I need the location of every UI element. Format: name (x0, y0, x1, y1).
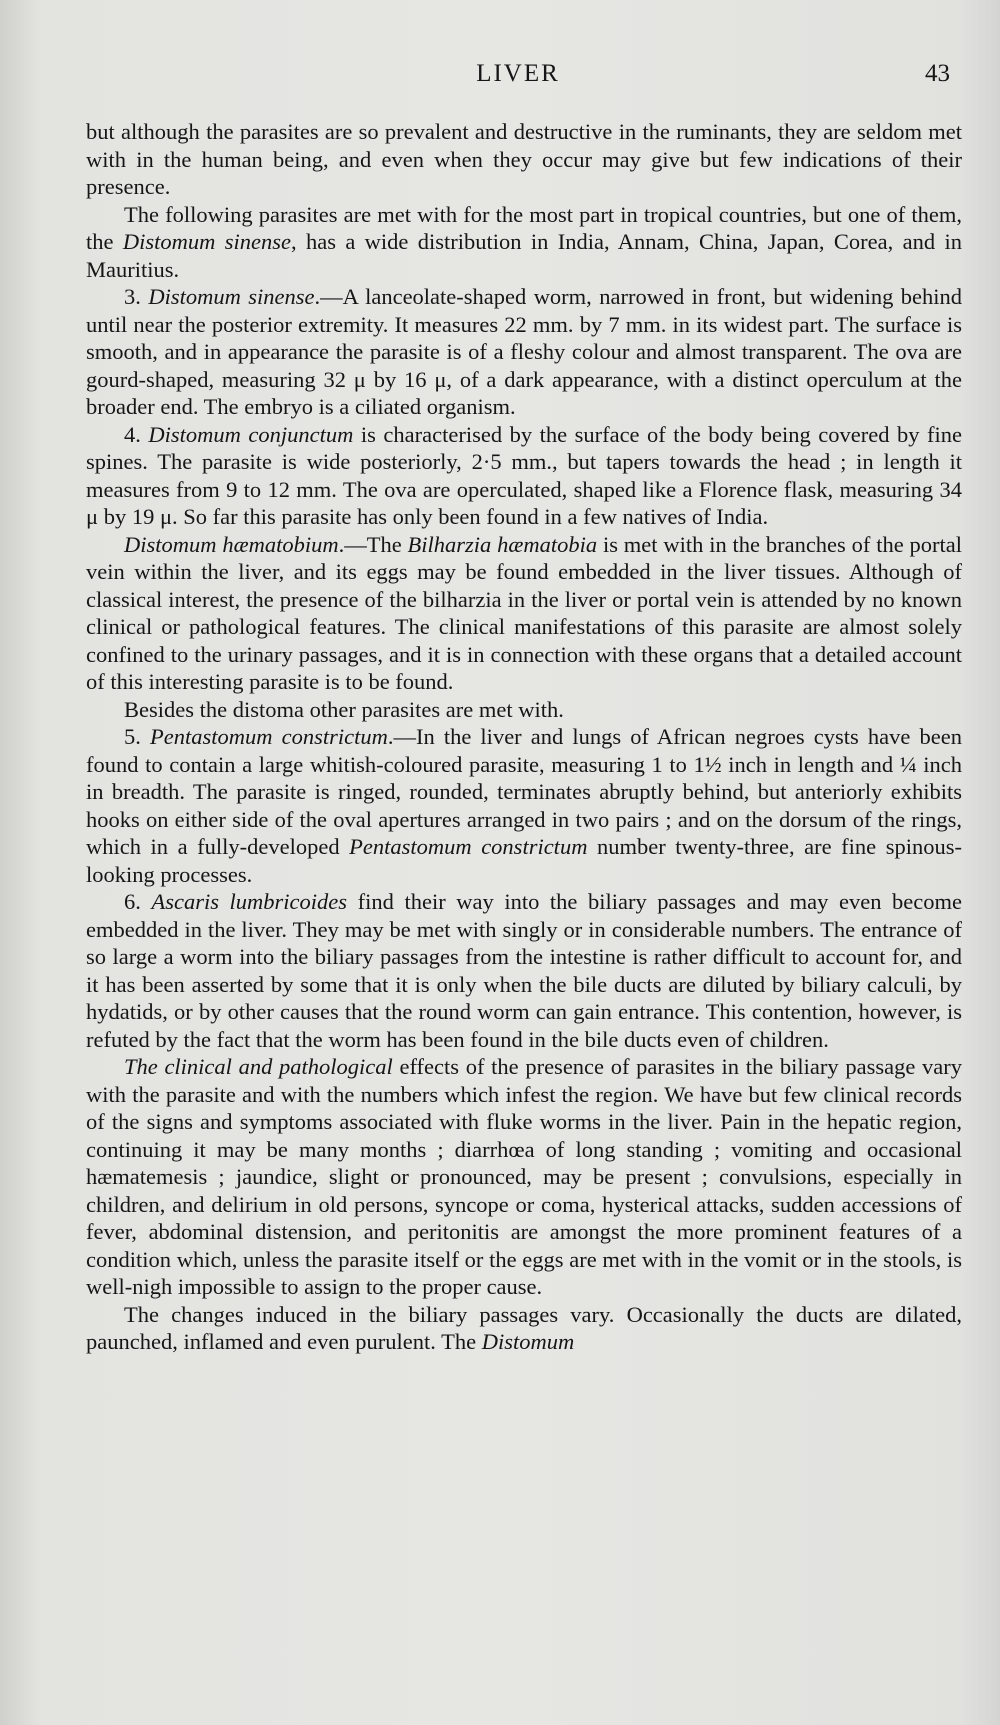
body-text (86, 118, 962, 1356)
text-run: find their way into the biliary passages and may even become embedded in the liver. They may be met with singly or in considerable numbers. The entrance of so large a worm into the biliary passages from the intestine is rather difficult to account for, and it has been asserted by some that it is only when the bile ducts are diluted by biliary calculi, by hydatids, or by other causes that the round worm can gain entrance. This contention, however, is refuted by the fact that the worm has been found in the bile ducts even of children. (86, 889, 963, 1052)
paragraph (86, 118, 962, 201)
text-run: effects of the presence of parasites in the biliary passage vary with the parasite and with the numbers which infest the region. We have but few clinical records of the signs and symptoms associated with fluke worms in the liver. Pain in the hepatic region, continuing it may be many months ; diarrhœa of long standing ; vomiting and occasional hæmatemesis ; jaundice, slight or pronounced, may be present ; convulsions, especially in children, and delirium in old persons, syncope or coma, hysterical attacks, sudden accessions of fever, abdominal distension, and peritonitis are amongst the more prominent features of a condition which, unless the parasite itself or the eggs are met with in the vomit or in the stools, is well-nigh impossible to assign to the proper cause. (86, 1054, 962, 1299)
italic-text: Distomum sinense (148, 284, 315, 309)
text-run: Besides the distoma other parasites are met with. (124, 696, 564, 722)
italic-text: Bilharzia hæmatobia (407, 531, 598, 557)
italic-text: Distomum hæmatobium (124, 531, 339, 557)
text-run: .—In the liver and lungs of African negroes cysts have been found to contain a large whitish-coloured parasite, measuring 1 to 1½ inch in length and ¼ inch in breadth. The parasite is ringed, rounded, terminates abruptly behind, but anteriorly exhibits hooks on either side of the oval apertures arranged in two pairs ; and on the dorsum of the rings, which in a fully-developed (86, 724, 962, 859)
text-run: .—The (338, 531, 408, 557)
text-run: 6. (124, 889, 152, 914)
text-run: 4. (124, 421, 149, 447)
italic-text: Pentastomum constrictum (150, 724, 388, 749)
text-run: but although the parasites are so prevalent and destructive in the ruminants, they are seldom met with in the human being, and even when they occur may give but few indications of their presence. (86, 119, 962, 199)
italic-text: Pentastomum constrictum (349, 834, 588, 859)
italic-text: Distomum (481, 1329, 575, 1354)
text-run: is characterised by the surface of the body being covered by fine spines. The parasite is wide posteriorly, 2·5 mm., but tapers towards the head ; in length it measures from 9 to 12 mm. The ova are operculated, shaped like a Florence flask, measuring 34 μ by 19 μ. So far this parasite has only been found in a few natives of India. (86, 421, 963, 529)
paragraph (86, 201, 962, 284)
paragraph (86, 888, 962, 1053)
page-number: 43 (925, 60, 950, 87)
text-run: , has a wide distribution in India, Annam, China, Japan, Corea, and in Mauritius. (86, 229, 962, 282)
paragraph (86, 696, 962, 724)
text-run: is met with in the branches of the portal vein within the liver, and its eggs may be found embedded in the liver tissues. Although of classical interest, the presence of the bilharzia in the liver or portal vein is attended by no known clinical or pathological features. The clinical manifestations of this parasite are almost solely confined to the urinary passages, and it is in connection with these organs that a detailed account of this interesting parasite is to be found. (86, 531, 962, 694)
running-title: LIVER (476, 60, 560, 87)
italic-text: Ascaris lumbricoides (151, 889, 348, 914)
italic-text: Distomum conjunctum (148, 421, 354, 447)
paragraph (86, 1053, 962, 1301)
text-run: number twenty-three, are fine spinous-looking processes. (86, 834, 962, 887)
text-run: 3. (124, 284, 149, 309)
page-header (86, 60, 950, 100)
italic-text: The clinical and pathological (124, 1054, 393, 1079)
italic-text: Distomum sinense (122, 229, 291, 254)
text-run: The changes induced in the biliary passages vary. Occasionally the ducts are dilated, paunched, inflamed and even purulent. The (86, 1301, 962, 1354)
paragraph (86, 1301, 962, 1356)
paragraph (86, 421, 962, 531)
text-run: The following parasites are met with for the most part in tropical countries, but one of them, the (86, 201, 962, 254)
paragraph (86, 723, 962, 888)
paragraph (86, 531, 962, 696)
paragraph (86, 283, 962, 421)
text-run: .—A lanceolate-shaped worm, narrowed in front, but widening behind until near the posterior extremity. It measures 22 mm. by 7 mm. in its widest part. The surface is smooth, and in appearance the parasite is of a fleshy colour and almost transparent. The ova are gourd-shaped, measuring 32 μ by 16 μ, of a dark appearance, with a distinct operculum at the broader end. The embryo is a ciliated organism. (86, 284, 962, 419)
text-run: 5. (124, 724, 150, 749)
